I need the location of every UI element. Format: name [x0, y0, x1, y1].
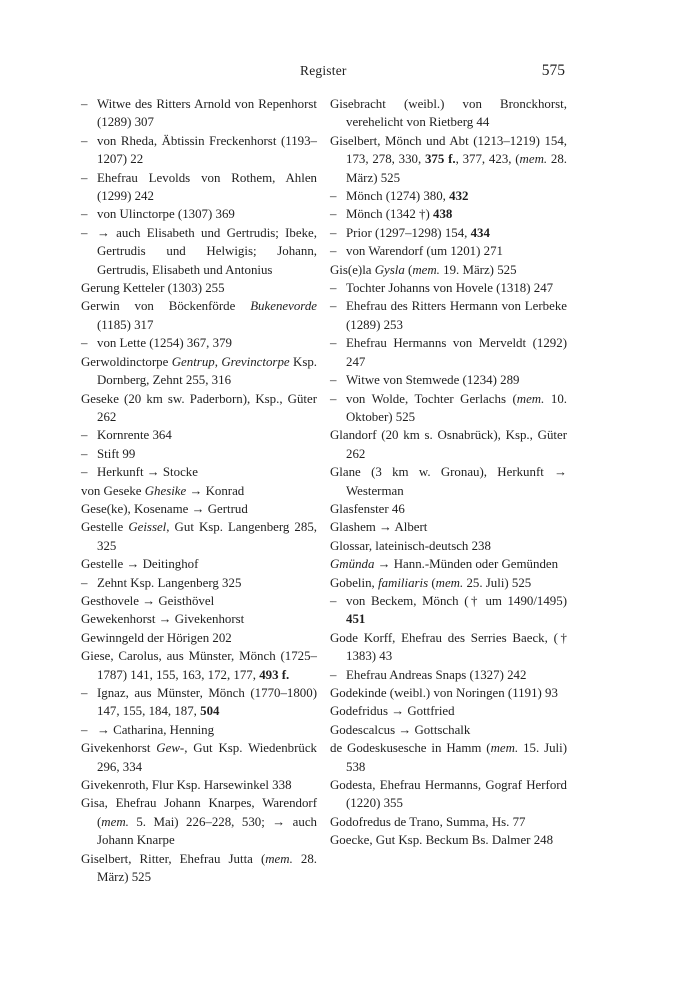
- index-entry: [81, 518, 317, 555]
- entry-bold-page: 375 f.: [424, 152, 456, 167]
- entry-text: Witwe von Stemwede (1234) 289: [346, 373, 520, 388]
- subentry-body: [346, 334, 567, 371]
- index-entry: [330, 813, 567, 831]
- entry-italic-text: Gentrup: [171, 354, 215, 369]
- subentry-body: [346, 205, 567, 223]
- index-subentry: [81, 684, 317, 721]
- entry-italic-text: Gysla: [374, 262, 405, 277]
- subentry-body: [346, 224, 567, 242]
- index-subentry: [330, 334, 567, 371]
- subentry-dash: –: [81, 133, 88, 148]
- entry-bold-page: 434: [470, 225, 490, 240]
- entry-text: Ehefrau Andreas Snaps (1327) 242: [346, 667, 527, 682]
- entry-text: 25. Juli) 525: [463, 575, 532, 590]
- subentry-dash: –: [330, 336, 337, 351]
- entry-text: Gis(e)la: [330, 262, 375, 277]
- entry-text: Glane (3 km w. Gronau), Herkunft → Westerman: [330, 465, 567, 498]
- entry-text: → Catharina, Henning: [97, 722, 215, 737]
- index-entry: [330, 574, 567, 592]
- index-subentry: [330, 279, 567, 297]
- subentry-body: [346, 390, 567, 427]
- index-subentry: [81, 463, 317, 481]
- entry-text: Gesthovele → Geisthövel: [81, 593, 215, 608]
- index-entry: [81, 279, 317, 297]
- index-subentry: [81, 95, 317, 132]
- entry-text: de Godeskusesche in Hamm (: [330, 741, 491, 756]
- entry-text: 19. März) 525: [439, 262, 517, 277]
- entry-text: von Warendorf (um 1201) 271: [346, 244, 503, 259]
- index-entry: [81, 776, 317, 794]
- entry-text: 5. Mai) 226–228, 530; → auch Johann Knarpe: [97, 814, 317, 848]
- entry-text: Gewinngeld der Hörigen 202: [81, 630, 232, 645]
- entry-bold-page: 451: [346, 612, 366, 627]
- entry-text: → Konrad: [186, 483, 245, 498]
- index-entry: [81, 555, 317, 573]
- entry-text: 10. Oktober) 525: [346, 391, 567, 424]
- entry-text: 28. März) 525: [97, 851, 317, 885]
- entry-text: Herkunft → Stocke: [97, 465, 198, 480]
- entry-bold-page: 504: [200, 704, 220, 719]
- index-entry: [330, 702, 567, 720]
- index-entry: [81, 739, 317, 776]
- index-entry: [81, 592, 317, 610]
- entry-italic-text: Grevinctorpe: [221, 354, 290, 369]
- entry-text: von Lette (1254) 367, 379: [97, 336, 232, 351]
- index-entry: [330, 721, 567, 739]
- entry-italic-text: mem.: [101, 814, 129, 829]
- subentry-body: [97, 426, 317, 444]
- entry-text: von Wolde, Tochter Gerlachs (: [346, 391, 517, 406]
- index-subentry: [81, 721, 317, 739]
- entry-text: Gobelin,: [330, 575, 378, 590]
- subentry-body: [346, 371, 567, 389]
- subentry-dash: –: [81, 428, 88, 443]
- entry-text: Mönch (1342 †): [346, 207, 433, 222]
- subentry-dash: –: [330, 225, 337, 240]
- entry-text: 15. Juli) 538: [346, 741, 567, 774]
- entry-text: Glossar, lateinisch-deutsch 238: [330, 538, 491, 553]
- index-subentry: [81, 334, 317, 352]
- index-entry: [330, 500, 567, 518]
- entry-text: , 377, 423, (: [455, 152, 520, 167]
- entry-text: Ignaz, aus Münster, Mönch (1770–1800) 147, 155, 184, 187,: [97, 686, 317, 719]
- entry-text: → Hann.-Münden oder Gemünden: [374, 557, 559, 572]
- index-subentry: [330, 242, 567, 260]
- subentry-body: [346, 666, 567, 684]
- index-entry: [81, 390, 317, 427]
- entry-text: von Ulinctorpe (1307) 369: [97, 207, 235, 222]
- entry-text: , Gut Ksp. Langenberg 285, 325: [97, 520, 317, 553]
- subentry-body: [97, 574, 317, 592]
- entry-text: Ehefrau des Ritters Hermann von Lerbeke (1289) 253: [346, 299, 567, 332]
- entry-text: Glasfenster 46: [330, 501, 405, 516]
- entry-italic-text: familiaris: [377, 575, 429, 590]
- entry-text: Giselbert, Mönch und Abt (1213–1219) 154, 173, 278, 330,: [330, 133, 567, 167]
- subentry-body: [97, 95, 317, 132]
- index-subentry: [330, 390, 567, 427]
- index-entry: [330, 537, 567, 555]
- entry-italic-text: Ghesike: [144, 483, 187, 498]
- entry-text: Gestelle: [81, 520, 129, 535]
- index-entry: [81, 647, 317, 684]
- entry-text: , Gut Ksp. Wiedenbrück 296, 334: [97, 741, 317, 774]
- subentry-dash: –: [81, 207, 88, 222]
- subentry-body: [97, 445, 317, 463]
- entry-text: (: [428, 575, 436, 590]
- subentry-dash: –: [81, 722, 88, 737]
- subentry-dash: –: [330, 281, 337, 296]
- entry-bold-page: 493 f.: [259, 667, 290, 682]
- index-entry: [81, 500, 317, 518]
- entry-italic-text: mem.: [265, 851, 293, 866]
- entry-text: Godofredus de Trano, Summa, Hs. 77: [330, 814, 526, 829]
- index-column-left: [81, 95, 317, 886]
- index-entry: [81, 794, 317, 849]
- entry-italic-text: Gmünda: [330, 557, 375, 572]
- entry-text: von Rheda, Äbtissin Freckenhorst (1193–1207) 22: [97, 133, 317, 167]
- index-entry: [330, 831, 567, 849]
- subentry-dash: –: [81, 170, 88, 185]
- subentry-body: [97, 205, 317, 223]
- subentry-dash: –: [330, 667, 337, 682]
- entry-italic-text: mem.: [412, 262, 440, 277]
- running-title: Register: [300, 63, 347, 78]
- subentry-dash: –: [81, 686, 88, 700]
- entry-text: ,: [214, 354, 222, 369]
- index-entry: [81, 610, 317, 628]
- index-entry: [81, 629, 317, 647]
- subentry-body: [97, 132, 317, 169]
- entry-text: Mönch (1274) 380,: [346, 189, 450, 204]
- entry-text: Goecke, Gut Ksp. Beckum Bs. Dalmer 248: [330, 833, 554, 848]
- index-entry: [330, 776, 567, 813]
- index-subentry: [330, 297, 567, 334]
- index-subentry: [330, 666, 567, 684]
- entry-bold-page: 438: [433, 207, 453, 222]
- subentry-dash: –: [330, 244, 337, 259]
- subentry-dash: –: [330, 207, 337, 222]
- entry-text: Gerwoldinctorpe: [81, 354, 172, 369]
- index-entry: [330, 684, 567, 702]
- subentry-dash: –: [330, 189, 337, 204]
- subentry-dash: –: [330, 391, 337, 406]
- entry-text: Gewekenhorst → Givekenhorst: [81, 612, 245, 627]
- index-entry: [81, 482, 317, 500]
- entry-text: Prior (1297–1298) 154,: [346, 225, 471, 240]
- entry-text: Godefridus → Gottfried: [330, 704, 455, 719]
- index-entry: [330, 629, 567, 666]
- entry-italic-text: mem.: [519, 152, 548, 167]
- entry-text: Godesta, Ehefrau Hermanns, Gograf Herford (1220) 355: [330, 778, 567, 811]
- entry-text: Witwe des Ritters Arnold von Repenhorst (1289) 307: [97, 97, 317, 130]
- subentry-body: [97, 721, 317, 739]
- subentry-dash: –: [81, 97, 88, 111]
- entry-text: Gerung Ketteler (1303) 255: [81, 281, 225, 296]
- index-entry: [330, 463, 567, 500]
- index-subentry: [81, 445, 317, 463]
- entry-text: Zehnt Ksp. Langenberg 325: [97, 575, 242, 590]
- entry-text: Givekenhorst: [81, 741, 157, 756]
- entry-text: Gese(ke), Kosename → Gertrud: [81, 501, 248, 516]
- entry-text: Godescalcus → Gottschalk: [330, 722, 471, 737]
- entry-text: Ksp. Dornberg, Zehnt 255, 316: [97, 354, 318, 388]
- index-entry: [81, 353, 317, 390]
- index-entry: [81, 850, 317, 887]
- entry-italic-text: mem.: [490, 741, 519, 756]
- entry-text: Glashem → Albert: [330, 520, 428, 535]
- index-subentry: [81, 574, 317, 592]
- subentry-body: [97, 463, 317, 481]
- subentry-dash: –: [81, 575, 88, 590]
- entry-bold-page: 432: [449, 189, 469, 204]
- index-subentry: [81, 132, 317, 169]
- entry-text: Giese, Carolus, aus Münster, Mönch (1725–1787) 141, 155, 163, 172, 177,: [81, 649, 317, 682]
- entry-text: Glandorf (20 km s. Osnabrück), Ksp., Güter 262: [330, 428, 567, 461]
- entry-text: von Geseke: [81, 483, 145, 498]
- entry-italic-text: Geissel: [128, 520, 167, 535]
- index-entry: [330, 132, 567, 187]
- subentry-dash: –: [81, 336, 88, 351]
- index-column-right: [330, 95, 567, 850]
- index-subentry: [330, 224, 567, 242]
- entry-text: Godekinde (weibl.) von Noringen (1191) 93: [330, 686, 558, 700]
- index-entry: [81, 297, 317, 334]
- index-subentry: [81, 224, 317, 279]
- index-subentry: [81, 169, 317, 206]
- entry-text: → auch Elisabeth und Gertrudis; Ibeke, Gertrudis und Helwigis; Johann, Gertrudis, Elisabeth und Antonius: [97, 225, 317, 277]
- subentry-body: [97, 224, 317, 279]
- entry-text: Tochter Johanns von Hovele (1318) 247: [346, 281, 554, 296]
- subentry-dash: –: [330, 593, 337, 608]
- entry-text: Gestelle → Deitinghof: [81, 557, 199, 572]
- index-subentry: [330, 187, 567, 205]
- subentry-body: [346, 242, 567, 260]
- entry-text: Ehefrau Levolds von Rothem, Ahlen (1299) 242: [97, 170, 317, 204]
- entry-text: von Beckem, Mönch († um 1490/1495): [346, 593, 567, 608]
- index-subentry: [330, 592, 567, 629]
- entry-italic-text: mem.: [435, 575, 464, 590]
- entry-text: Kornrente 364: [97, 428, 172, 443]
- subentry-dash: –: [330, 373, 337, 388]
- entry-italic-text: Gew-: [156, 741, 185, 756]
- entry-text: Stift 99: [97, 446, 136, 461]
- subentry-dash: –: [330, 299, 337, 314]
- index-entry: [330, 261, 567, 279]
- index-entry: [330, 426, 567, 463]
- index-subentry: [330, 205, 567, 223]
- running-head: [0, 63, 700, 83]
- subentry-body: [346, 592, 567, 629]
- subentry-body: [97, 334, 317, 352]
- entry-text: Ehefrau Hermanns von Merveldt (1292) 247: [346, 336, 567, 369]
- index-entry: [330, 739, 567, 776]
- entry-text: Gerwin von Böckenförde: [81, 299, 251, 314]
- index-subentry: [81, 426, 317, 444]
- entry-italic-text: Bukenevorde: [250, 299, 317, 314]
- subentry-body: [346, 297, 567, 334]
- subentry-body: [97, 169, 317, 206]
- subentry-body: [346, 187, 567, 205]
- subentry-dash: –: [81, 446, 88, 461]
- entry-text: Gisebracht (weibl.) von Bronckhorst, verehelicht von Rietberg 44: [330, 97, 567, 130]
- index-subentry: [81, 205, 317, 223]
- subentry-body: [97, 684, 317, 721]
- index-subentry: [330, 371, 567, 389]
- page-number: 575: [541, 62, 565, 79]
- index-entry: [330, 555, 567, 573]
- index-entry: [330, 518, 567, 536]
- entry-text: Giselbert, Ritter, Ehefrau Jutta (: [81, 851, 266, 866]
- subentry-body: [346, 279, 567, 297]
- subentry-dash: –: [81, 225, 88, 240]
- entry-text: Geseke (20 km sw. Paderborn), Ksp., Güter 262: [81, 391, 317, 424]
- entry-text: (: [404, 262, 413, 277]
- subentry-dash: –: [81, 465, 88, 480]
- entry-text: Gisa, Ehefrau Johann Knarpes, Warendorf (: [81, 796, 317, 829]
- entry-text: Gode Korff, Ehefrau des Serries Baeck, († 1383) 43: [330, 630, 567, 664]
- entry-text: 28. März) 525: [346, 152, 568, 185]
- entry-text: (1185) 317: [97, 317, 154, 332]
- entry-italic-text: mem.: [516, 391, 545, 406]
- index-entry: [330, 95, 567, 132]
- entry-text: Givekenroth, Flur Ksp. Harsewinkel 338: [81, 778, 292, 793]
